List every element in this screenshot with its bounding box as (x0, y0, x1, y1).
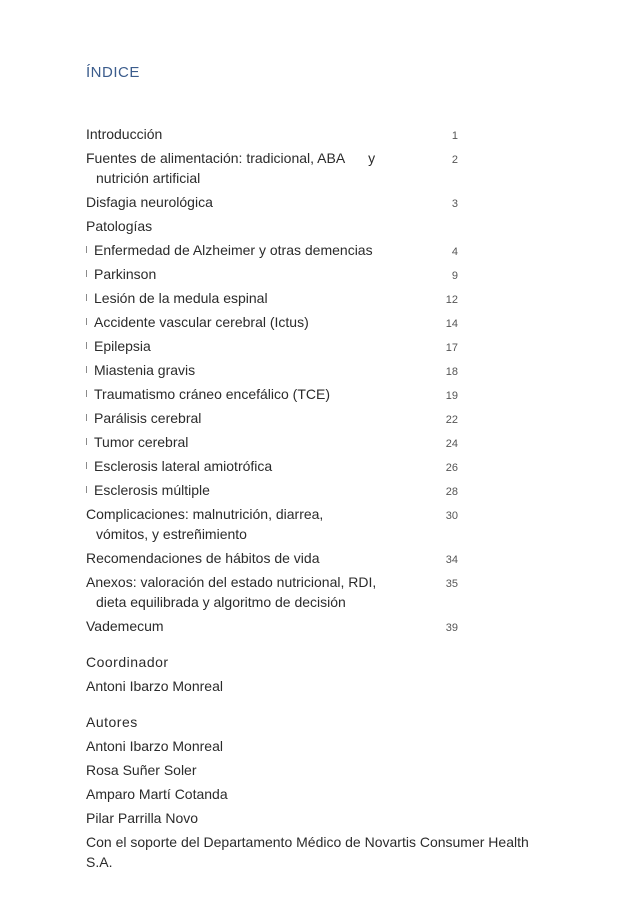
author-name: Pilar Parrilla Novo (86, 810, 199, 826)
toc-entry-text: Traumatismo cráneo encefálico (TCE) (94, 386, 331, 402)
toc-page-number: 12 (445, 294, 458, 306)
toc-entry-text: Parálisis cerebral (94, 410, 202, 426)
toc-entry-text: Anexos: valoración del estado nutricional, RDI, (86, 574, 377, 590)
toc-page-number: 17 (445, 342, 458, 354)
bullet-marker (86, 270, 87, 277)
toc-page-number: 4 (451, 246, 458, 258)
bullet-marker (86, 462, 87, 469)
toc-entry-lesion-medula[interactable] (86, 288, 476, 308)
toc-entry-text: Fuentes de alimentación: tradicional, ABA (86, 150, 345, 166)
toc-entry-paralisis[interactable] (86, 408, 476, 428)
toc-entry-text-line2: vómitos, y estreñimiento (96, 526, 247, 542)
toc-page-number: 30 (445, 510, 458, 522)
toc-page-number: 35 (445, 578, 458, 590)
toc-page-number: 24 (445, 438, 458, 450)
toc-page-number: 39 (445, 622, 458, 634)
toc-entry-text: Accidente vascular cerebral (Ictus) (94, 314, 309, 330)
toc-entry-tumor[interactable] (86, 432, 476, 452)
bullet-marker (86, 438, 87, 445)
toc-entry-complicaciones[interactable] (86, 504, 476, 544)
toc-entry-text: Disfagia neurológica (86, 194, 213, 210)
toc-page-number: 26 (445, 462, 458, 474)
toc-entry-text-tail: y (368, 150, 376, 166)
index-heading: ÍNDICE (86, 64, 140, 81)
toc-entry-disfagia[interactable] (86, 192, 476, 212)
toc-entry-ela[interactable] (86, 456, 476, 476)
toc-page-number: 19 (445, 390, 458, 402)
toc-entry-text: Epilepsia (94, 338, 151, 354)
toc-entry-text: Miastenia gravis (94, 362, 196, 378)
toc-page-number: 34 (445, 554, 458, 566)
bullet-marker (86, 414, 87, 421)
toc-entry-text: Tumor cerebral (94, 434, 189, 450)
toc-entry-text: Esclerosis lateral amiotrófica (94, 458, 273, 474)
toc-page-number: 2 (451, 154, 458, 166)
bullet-marker (86, 390, 87, 397)
table-of-contents (86, 124, 476, 640)
toc-page-number: 18 (445, 366, 458, 378)
author-name: Amparo Martí Cotanda (86, 786, 228, 802)
toc-entry-parkinson[interactable] (86, 264, 476, 284)
bullet-marker (86, 294, 87, 301)
toc-entry-text: Complicaciones: malnutrición, diarrea, (86, 506, 324, 522)
author-name: Rosa Suñer Soler (86, 762, 197, 778)
toc-entry-text-line2: dieta equilibrada y algoritmo de decisión (96, 594, 346, 610)
toc-entry-introduccion[interactable] (86, 124, 476, 144)
toc-entry-anexos[interactable] (86, 572, 476, 612)
toc-entry-text-line2: nutrición artificial (96, 170, 201, 186)
toc-page-number: 28 (445, 486, 458, 498)
toc-entry-text: Patologías (86, 218, 153, 234)
toc-entry-alzheimer[interactable] (86, 240, 476, 260)
toc-entry-epilepsia[interactable] (86, 336, 476, 356)
toc-entry-text: Parkinson (94, 266, 157, 282)
bullet-marker (86, 366, 87, 373)
bullet-marker (86, 342, 87, 349)
bullet-marker (86, 318, 87, 325)
bullet-marker (86, 246, 87, 253)
toc-entry-text: Enfermedad de Alzheimer y otras demencias (94, 242, 373, 258)
support-note: Con el soporte del Departamento Médico de Novartis Consumer Health S.A. (86, 834, 529, 870)
toc-entry-text: Introducción (86, 126, 163, 142)
author-name: Antoni Ibarzo Monreal (86, 738, 223, 754)
toc-page-number: 1 (451, 130, 458, 142)
toc-entry-recomendaciones[interactable] (86, 548, 476, 568)
coordinator-label: Coordinador (86, 654, 169, 670)
toc-entry-text: Vademecum (86, 618, 164, 634)
toc-page-number: 3 (451, 198, 458, 210)
toc-entry-tce[interactable] (86, 384, 476, 404)
toc-entry-fuentes[interactable] (86, 148, 476, 188)
toc-entry-patologias[interactable] (86, 216, 476, 236)
toc-entry-miastenia[interactable] (86, 360, 476, 380)
toc-page-number: 9 (451, 270, 458, 282)
authors-label: Autores (86, 714, 138, 730)
toc-entry-text: Recomendaciones de hábitos de vida (86, 550, 320, 566)
toc-entry-vademecum[interactable] (86, 616, 476, 636)
toc-page-number: 14 (445, 318, 458, 330)
toc-entry-text: Lesión de la medula espinal (94, 290, 268, 306)
credits-section (86, 652, 556, 876)
toc-entry-ictus[interactable] (86, 312, 476, 332)
toc-page-number: 22 (445, 414, 458, 426)
toc-entry-esclerosis-multiple[interactable] (86, 480, 476, 500)
toc-entry-text: Esclerosis múltiple (94, 482, 210, 498)
bullet-marker (86, 486, 87, 493)
coordinator-name: Antoni Ibarzo Monreal (86, 678, 223, 694)
